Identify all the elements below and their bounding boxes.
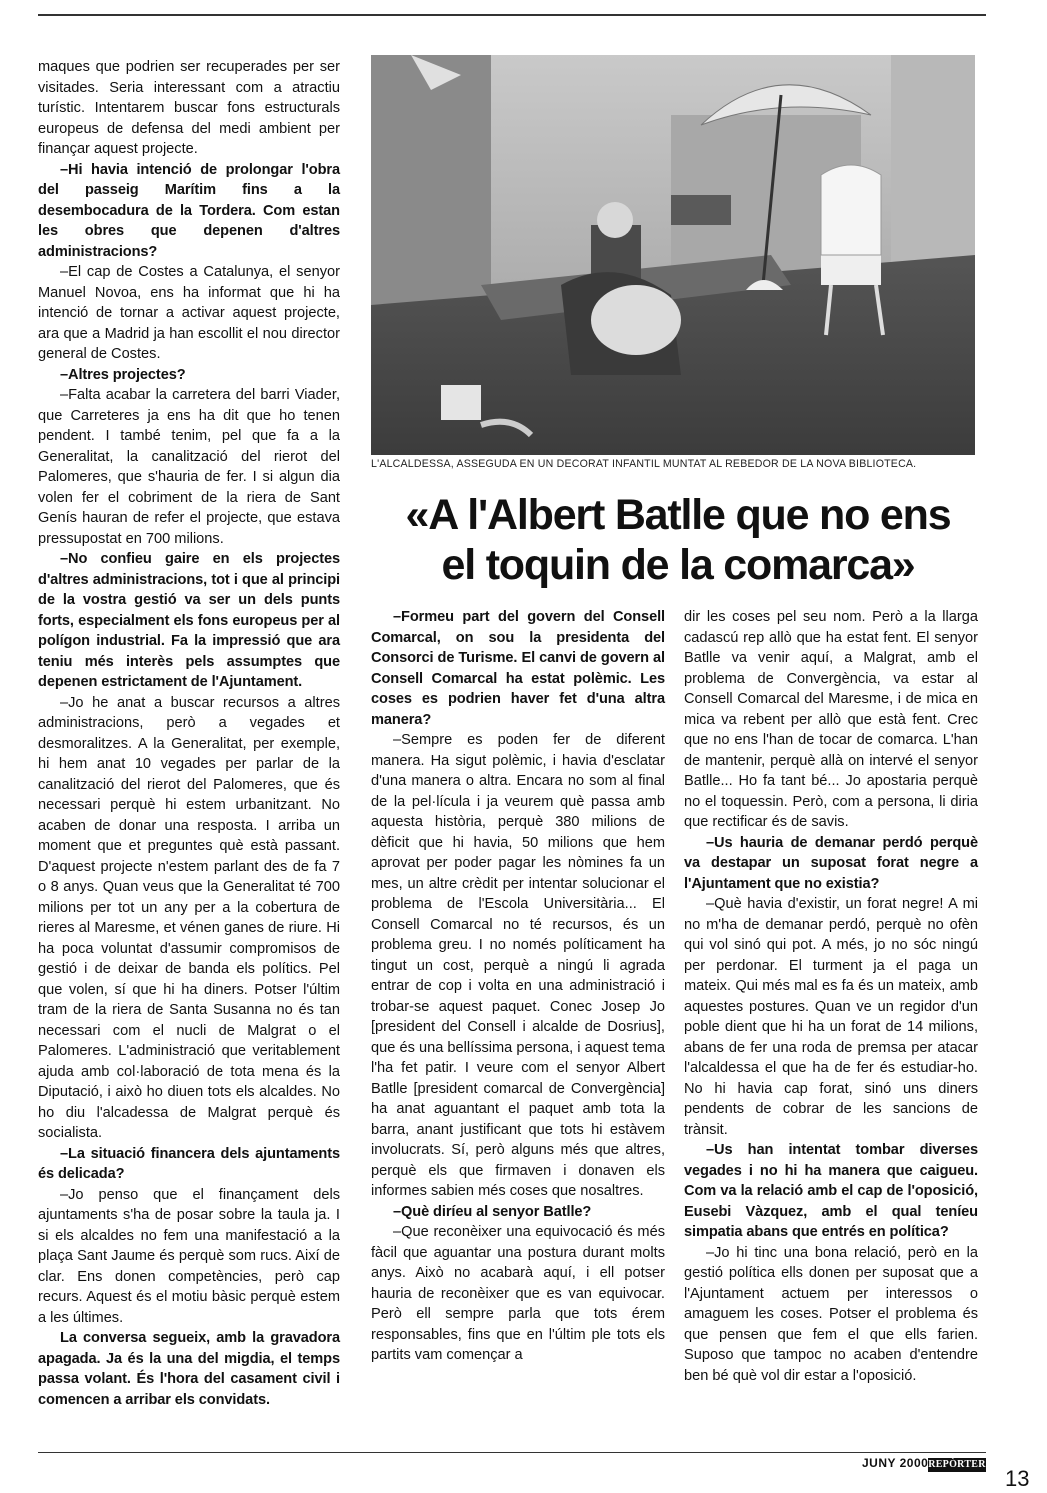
photo-illustration xyxy=(371,55,975,455)
interview-answer: –Jo hi tinc una bona relació, però en la gestió política ells donen per suposat que a l'Ajuntament actuem per interessos o amaguem les coses. Potser el problema és que pensen que fem el que ells farien. Suposo que tampoc no acaben d'entendre ben bé què vol dir estar a l'oposició. xyxy=(684,1244,978,1384)
article-photo xyxy=(371,55,975,455)
interview-question: –Hi havia intenció de prolongar l'obra del passeig Marítim fins a la desembocadura de la Tordera. Com estan les obres que depenen d'altres administracions? xyxy=(38,161,340,260)
headline-line-2: el toquin de la comarca» xyxy=(441,541,915,589)
interview-question: –Formeu part del govern del Consell Comarcal, on sou la presidenta del Consorci de Turisme. El canvi de govern al Consell Comarcal ha estat polèmic. Les coses es podrien haver fet d'una altra manera? xyxy=(371,609,665,728)
article-column-1 xyxy=(38,57,340,1410)
interview-answer: –Què havia d'existir, un forat negre! A mi no m'ha de demanar perdó, perquè no ofèn qui vol sinó qui pot. A més, jo no sóc ningú per perdonar. El turment ja el paga un mateix. Qui més mal es fa és un mateix, amb aquestes postures. Quan ve un regidor d'un poble dient que hi ha un forat de 14 milions, abans de fer una roda de premsa per atacar l'alcaldessa el que ha de fer és estudiar-ho. No hi havia cap forat, sinó uns diners pendents de cobrar de les sancions de trànsit. xyxy=(684,896,978,1138)
interview-answer: –El cap de Costes a Catalunya, el senyor Manuel Novoa, ens ha informat que hi ha intenció de tornar a activar aquest projecte, ara que a Madrid ja han escollit el nou director general de Costes. xyxy=(38,264,340,362)
page-number: 13 xyxy=(1005,1466,1030,1491)
interview-answer: –Falta acabar la carretera del barri Viader, que Carreteres ja ens ha dit que ho tenen pendent. I també tenim, pel que fa a la Generalitat, la canalització del rierot del Palomeres, que s'hauria de fer. I si algun dia volen fer el cobriment de la riera de Sant Genís hauran de refer el projecte, que estava pressupostat en 700 milions. xyxy=(38,387,340,547)
interview-question: –Què diríeu al senyor Batlle? xyxy=(393,1203,592,1220)
magazine-logo: REPÒRTER xyxy=(928,1459,986,1470)
article-headline xyxy=(378,490,978,590)
interview-answer: maques que podrien ser recuperades per ser visitades. Seria interessant com a atractiu turístic. Intentarem buscar fons estructurals europeus de defensa del medi ambient per finançar aquest projecte. xyxy=(38,59,340,157)
interview-question: –Us han intentat tombar diverses vegades i no hi ha manera que caigueu. Com va la relació amb el cap de l'oposició, Eusebi Vàzquez, amb el qual teníeu simpatia abans que entrés en política? xyxy=(684,1142,978,1240)
photo-caption: L'ALCALDESSA, ASSEGUDA EN UN DECORAT INFANTIL MUNTAT AL REBEDOR DE LA NOVA BIBLIOTECA. xyxy=(371,458,917,470)
interview-answer: –Jo penso que el finançament dels ajuntaments s'ha de posar sobre la taula ja. I si els alcaldes no fem una manifestació a la plaça Sant Jaume és perquè som rucs. Així de clar. Ens donen competències, però cap recurs. Aquest és el motiu bàsic perquè estem a les últimes. xyxy=(38,1186,340,1326)
interview-answer: –Que reconèixer una equivocació és més fàcil que aguantar una postura durant molts anys. Això no acabarà aquí, i ell potser hauria de reconèixer que es van equivocar. Però ell sempre parla que tots érem responsables, fins que en l'últim ple tots els partits vam començar a xyxy=(371,1224,665,1363)
headline-line-1: «A l'Albert Batlle que no ens xyxy=(405,491,951,539)
interview-answer: –Sempre es poden fer de diferent manera. Ha sigut polèmic, i havia d'esclatar d'una manera o altra. Encara no som al final de la pel·lícula i ja veurem què passa amb aquesta història, perquè 380 milions de dèficit que hi havia, 50 milions que hem aprovat per poder pagar les nòmines fa un mes, un altre crèdit per intentar solucionar el problema de l'Escola Universitària... El Consell Comarcal no té recursos, és un problema greu. I no només políticament ha tingut un cost, perquè a ningú li agrada entrar de cop i volta en una administració i trobar-se aquest paquet. Conec Josep Jo [president del Consell i alcalde de Dosrius], que és una bellíssima persona, i aquest tema l'ha fet patir. I veure com el senyor Albert Batlle [president comarcal de Convergència] ha anat aguantant el paquet amb tota la barra, anant justificant que tots hi estàvem involucrats. Sí, però alguns més que altres, perquè els que firmaven i donaven els informes sabien més coses que nosaltres. xyxy=(371,732,665,1199)
interview-question: –La situació financera dels ajuntaments és delicada? xyxy=(38,1145,340,1182)
interview-question: –No confieu gaire en els projectes d'altres administracions, tot i que al principi de la vostra gestió va ser un dels punts forts, especialment els fons europeus per al polígon industrial. Fa la impressió que ara teniu més interès pels assumptes que depenen estrictament de l'Ajuntament. xyxy=(38,551,340,690)
interview-answer: dir les coses pel seu nom. Però a la llarga cadascú rep allò que ha estat fent. El senyor Batlle va venir aquí, a Malgrat, amb el problema de Convergència, va estar al Consell Comarcal del Maresme, i de mica en mica va rebent per allò que està fent. Crec que no ens l'han de tocar de comarca. L'han de mantenir, perquè allà on intervé el senyor Batlle... Ho fa tant bé... Jo apostaria perquè no el toquessin. Però, com a persona, li diria que rectificar és de savis. xyxy=(684,609,978,830)
interview-question: –Us hauria de demanar perdó perquè va destapar un suposat forat negre a l'Ajuntament que no existia? xyxy=(684,834,978,892)
interview-answer: –Jo he anat a buscar recursos a altres administracions, però a vegades et desmoralitzes. A la Generalitat, per exemple, hi hem anat 10 vegades per parlar de la canalització del rierot del Palomeres, que és necessari perquè hi estem urbanitzant. No acaben de donar una resposta. I arriba un moment que et preguntes què està passant. D'aquest projecte n'estem parlant des de fa 7 o 8 anys. Quan veus que la Generalitat té 700 milions per tot un any per a la cobertura de rieres al Maresme, et vénen ganes de riure. Hi ha poca voluntat d'assumir compromisos de gestió i de deixar de banda els polítics. Pel que volen, sí que hi ha diners. Potser l'últim tram de la riera de Santa Susanna no és tan necessari com el nucli de Malgrat o el Palomeres. L'administració que veritablement ajuda amb col·laboració de tota mena és la Diputació, i això ho diuen tots els alcaldes. No ho diu l'alcadessa de Malgrat perquè és socialista. xyxy=(38,694,340,1141)
article-column-2 xyxy=(371,607,665,1366)
article-column-3 xyxy=(684,607,978,1386)
bottom-rule xyxy=(38,1452,986,1453)
interview-question: –Altres projectes? xyxy=(60,366,186,383)
interview-question: La conversa segueix, amb la gravadora apagada. Ja és la una del migdia, el temps passa volant. És l'hora del casament civil i comencen a arribar els convidats. xyxy=(38,1330,340,1408)
footer-date: JUNY 2000 xyxy=(862,1456,929,1470)
top-rule xyxy=(38,14,986,16)
